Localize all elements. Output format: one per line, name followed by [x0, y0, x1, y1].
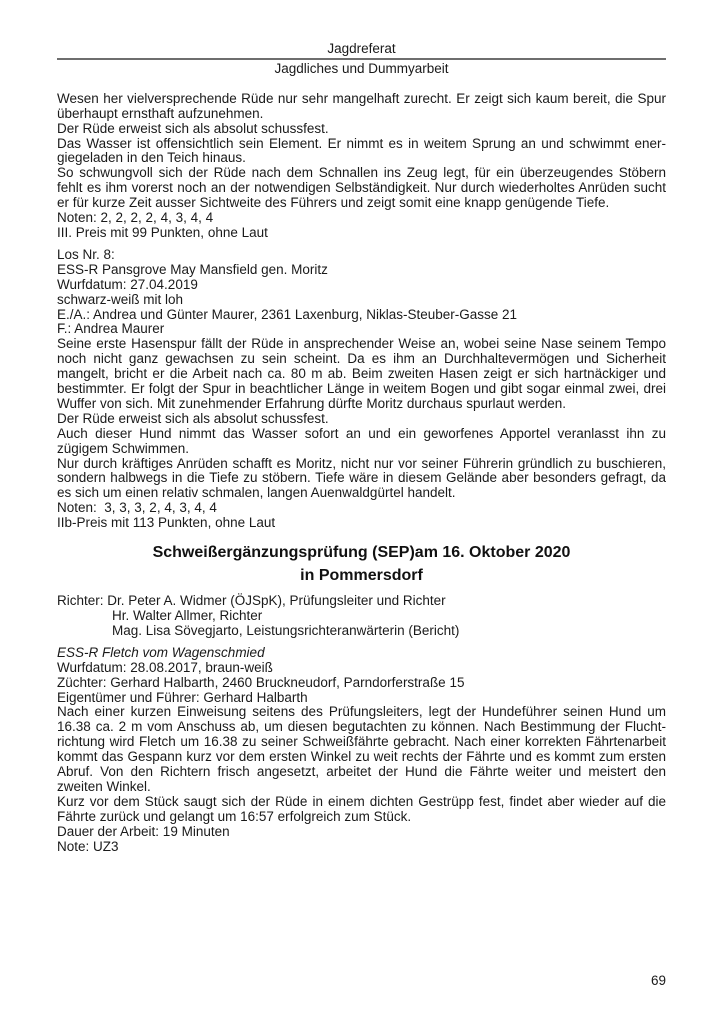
judge-line: Hr. Walter Allmer, Richter — [112, 608, 263, 623]
section-title: Jagdreferat — [327, 41, 396, 56]
duration-line: Dauer der Arbeit: 19 Minuten — [57, 823, 230, 839]
handler-line: F.: Andrea Maurer — [57, 321, 165, 337]
header-divider — [57, 58, 666, 60]
prize-line: IIb-Preis mit 113 Punkten, ohne Laut — [57, 515, 276, 531]
paragraph: Nur durch kräftiges Anrüden schafft es Moritz, nicht nur vor seiner Führerin gründlich zu buschieren, sondern halbwegs in die Tiefe zu stöbern. Tiefe wäre in diesem Gelände aber besonders gefragt, da es sich um einen relativ schmalen, langen Auenwaldgürtel handelt. — [57, 455, 666, 501]
judge-line: Richter: Dr. Peter A. Widmer (ÖJSpK), Prüfungsleiter und Richter — [57, 593, 446, 609]
breeder-line: Züchter: Gerhard Halbarth, 2460 Bruckneudorf, Parndorferstraße 15 — [57, 674, 465, 690]
paragraph: Auch dieser Hund nimmt das Wasser sofort an und ein geworfenes Apportel veranlasst ihn zu zügigem Schwimmen. — [57, 425, 666, 456]
dog-name: ESS-R Fletch vom Wagenschmied — [57, 644, 265, 660]
coat-color: schwarz-weiß mit loh — [57, 291, 184, 307]
report-lot8 — [57, 248, 666, 531]
lot-label: Los Nr. 8: — [57, 246, 115, 262]
sep-heading — [57, 541, 666, 587]
sep-heading-line1: Schweißergänzungsprüfung (SEP)am 16. Oktober 2020 — [152, 544, 571, 562]
paragraph: Der Rüde erweist sich als absolut schussfest. — [57, 120, 329, 136]
note-line: Note: UZ3 — [57, 838, 119, 854]
whelp-date: Wurfdatum: 28.08.2017, braun-weiß — [57, 659, 273, 675]
notes-line: Noten: 2, 2, 2, 2, 4, 3, 4, 4 — [57, 210, 214, 226]
paragraph: Nach einer kurzen Einweisung seitens des Prüfungsleiters, legt der Hundeführer seinen Hund um 16.38 ca. 2 m vom Anschuss ab, um diesen begutachten zu können. Nach Bestimmung der Fluchtrichtung wird Fletch um 16.38 zu seiner Schweißfährte gebracht. Nach einer korrekten Fährtenarbeit kommt das Gespann kurz vor dem ersten Winkel zu weit rechts der Fährte und es kommt zum ersten Abruf. Von den Richtern frisch angesetzt, arbeitet der Hund die Fährte weiter und meistert den zweiten Winkel. — [57, 704, 666, 794]
paragraph: Wesen her vielversprechende Rüde nur sehr mangelhaft zurecht. Er zeigt sich kaum bereit, die Spur überhaupt ernsthaft aufzunehmen. — [57, 90, 666, 121]
document-header — [57, 42, 666, 77]
paragraph: Seine erste Hasenspur fällt der Rüde in ansprechender Weise an, wobei seine Nase seinem Tempo noch nicht ganz gewachsen zu sein scheint. Da es ihm an Durchhaltevermögen und Sicherheit mangelt, bricht er die Arbeit nach ca. 80 m ab. Beim zweiten Hasen zeigt er sich hartnäckiger und bestimmter. Er folgt der Spur in beachtlicher Länge in weitem Bogen und gibt sogar einmal zwei, drei Wuffer von sich. Mit zunehmender Erfahrung dürfte Moritz durchaus spurlaut werden. — [57, 336, 666, 411]
whelp-date: Wurfdatum: 27.04.2019 — [57, 276, 198, 292]
judge-line: Mag. Lisa Sövegjarto, Leistungsrichteranwärterin (Bericht) — [112, 622, 460, 638]
breeder-owner-line: E./A.: Andrea und Günter Maurer, 2361 Laxenburg, Niklas-Steuber-Gasse 21 — [57, 306, 518, 322]
sep-judges — [57, 594, 666, 639]
owner-handler-line: Eigentümer und Führer: Gerhard Halbarth — [57, 689, 308, 705]
prize-line: III. Preis mit 99 Punkten, ohne Laut — [57, 224, 268, 240]
sep-report-fletch — [57, 646, 666, 855]
paragraph: So schwungvoll sich der Rüde nach dem Schnallen ins Zeug legt, für ein überzeugendes Stöbern fehlt es ihm vorerst noch an der notwendigen Selbständigkeit. Nur durch wiederholtes Anrüden sucht er für kurze Zeit ausser Sichtweite des Führers und zeigt somit eine knapp genügende Tiefe. — [57, 165, 666, 211]
dog-name: ESS-R Pansgrove May Mansfield gen. Moritz — [57, 261, 328, 277]
section-subtitle: Jagdliches und Dummyarbeit — [274, 60, 449, 76]
paragraph: Das Wasser ist offensichtlich sein Element. Er nimmt es in weitem Sprung an und schwimmt energiegeladen in den Teich hinaus. — [57, 135, 666, 166]
sep-heading-line2: in Pommersdorf — [300, 567, 423, 585]
paragraph: Kurz vor dem Stück saugt sich der Rüde in einem dichten Gestrüpp fest, findet aber wieder auf die Fährte zurück und gelangt um 16:57 erfolgreich zum Stück. — [57, 793, 666, 824]
paragraph: Der Rüde erweist sich als absolut schussfest. — [57, 410, 329, 426]
notes-line: Noten: 3, 3, 3, 2, 4, 3, 4, 4 — [57, 500, 217, 516]
report-previous-dog — [57, 92, 666, 241]
page-number: 69 — [650, 973, 666, 988]
